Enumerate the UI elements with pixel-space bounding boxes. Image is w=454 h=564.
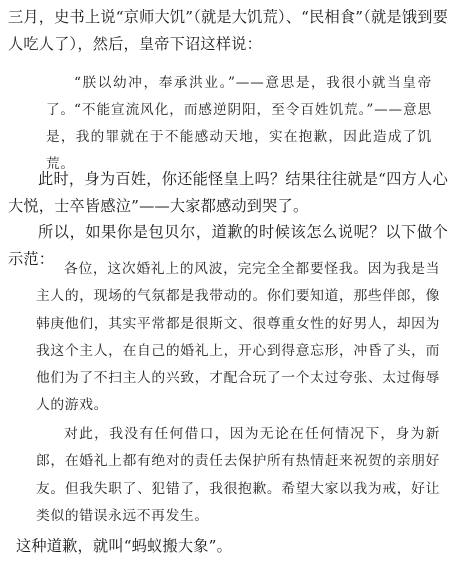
paragraph-demonstration-intro: 所以，如果你是包贝尔，道歉的时候该怎么说呢？以下做个示范：: [8, 223, 448, 268]
paragraph-historical-record: 三月，史书上说“京师大饥”（就是大饥荒）、“民相食”（就是饿到要人吃人了），然后，皇帝下诏这样说：: [8, 8, 448, 53]
speech-paragraph-blame: 各位，这次婚礼上的风波，完完全全都要怪我。因为我是当主人的，现场的气氛都是我带动的。你们要知道，那些伴郎，像韩庚他们，其实平常都是很斯文、很尊重女性的好男人，却因为我这个主人，在自己的婚礼上，开心到得意忘形，冲昏了头，而他们为了不扫主人的兴致，才配合玩了一个太过夸张、太过侮辱人的游戏。: [36, 261, 440, 414]
paragraph-people-moved: 此时，身为百姓，你还能怪皇上吗？结果往往就是“四方人心大悦，士卒皆感泣”——大家都感动到哭了。: [8, 170, 448, 215]
paragraph-conclusion: 这种道歉，就叫“蚂蚁搬大象”。: [16, 537, 232, 555]
speech-paragraph-apology: 对此，我没有任何借口，因为无论在任何情况下，身为新郎，在婚礼上都有绝对的责任去保护所有热情赶来祝贺的亲朋好友。但我失职了、犯错了，我很抱歉。希望大家以我为戒，好让类似的错误永远不再发生。: [36, 426, 440, 524]
quote-emperor-fault: “不能宣流风化，而感逆阴阳，至令百姓饥荒。”——意思是，我的罪就在于不能感动天地，实在抱歉，因此造成了饥荒。: [46, 102, 432, 172]
quote-emperor-young: “朕以幼冲，奉承洪业。”——意思是，我很小就当皇帝了。: [46, 75, 432, 118]
